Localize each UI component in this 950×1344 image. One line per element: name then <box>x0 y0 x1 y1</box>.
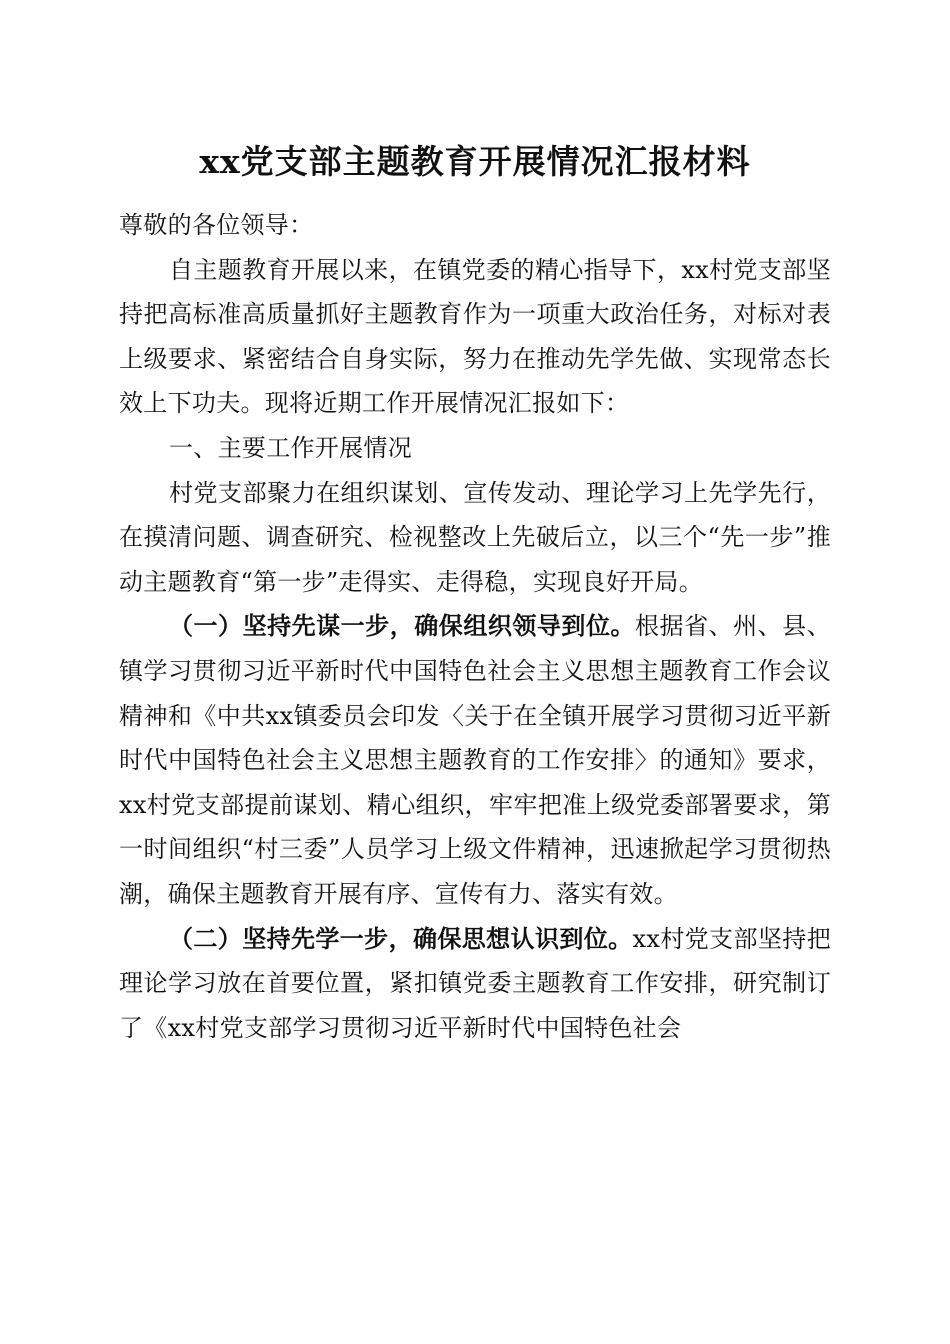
item1-paragraph <box>119 604 831 916</box>
section-heading-1: 一、主要工作开展情况 <box>169 433 412 462</box>
salutation: 尊敬的各位领导： <box>119 211 314 239</box>
section1-paragraph: 村党支部聚力在组织谋划、宣传发动、理论学习上先学先行，在摸清问题、调查研究、检视整改上先破后立，以三个“先一步”推动主题教育“第一步”走得实、走得稳，实现良好开局。 <box>119 478 831 596</box>
document-body <box>119 203 831 1050</box>
item2-body: xx村党支部坚持把理论学习放在首要位置，紧扣镇党委主题教育工作安排，研究制订了《xx村党支部学习贯彻习近平新时代中国特色社会 <box>119 924 831 1042</box>
item2-lead: （二）坚持先学一步，确保思想认识到位。 <box>169 923 633 953</box>
item1-body: 根据省、州、县、镇学习贯彻习近平新时代中国特色社会主义思想主题教育工作会议精神和《中共xx镇委员会印发〈关于在全镇开展学习贯彻习近平新时代中国特色社会主义思想主题教育的工作安排〉的通知》要求，xx村党支部提前谋划、精心组织，牢牢把准上级党委部署要求，第一时间组织“村三委”人员学习上级文件精神，迅速掀起学习贯彻热潮，确保主题教育开展有序、宣传有力、落实有效。 <box>119 612 832 908</box>
item1-lead: （一）坚持先谋一步，确保组织领导到位。 <box>169 611 636 641</box>
item2-paragraph <box>119 917 831 1051</box>
intro-paragraph: 自主题教育开展以来，在镇党委的精心指导下，xx村党支部坚持把高标准高质量抓好主题教育作为一项重大政治任务，对标对表上级要求、紧密结合自身实际，努力在推动先学先做、实现常态长效上下功夫。现将近期工作开展情况汇报如下： <box>119 255 831 418</box>
document-title: xx党支部主题教育开展情况汇报材料 <box>199 142 751 181</box>
